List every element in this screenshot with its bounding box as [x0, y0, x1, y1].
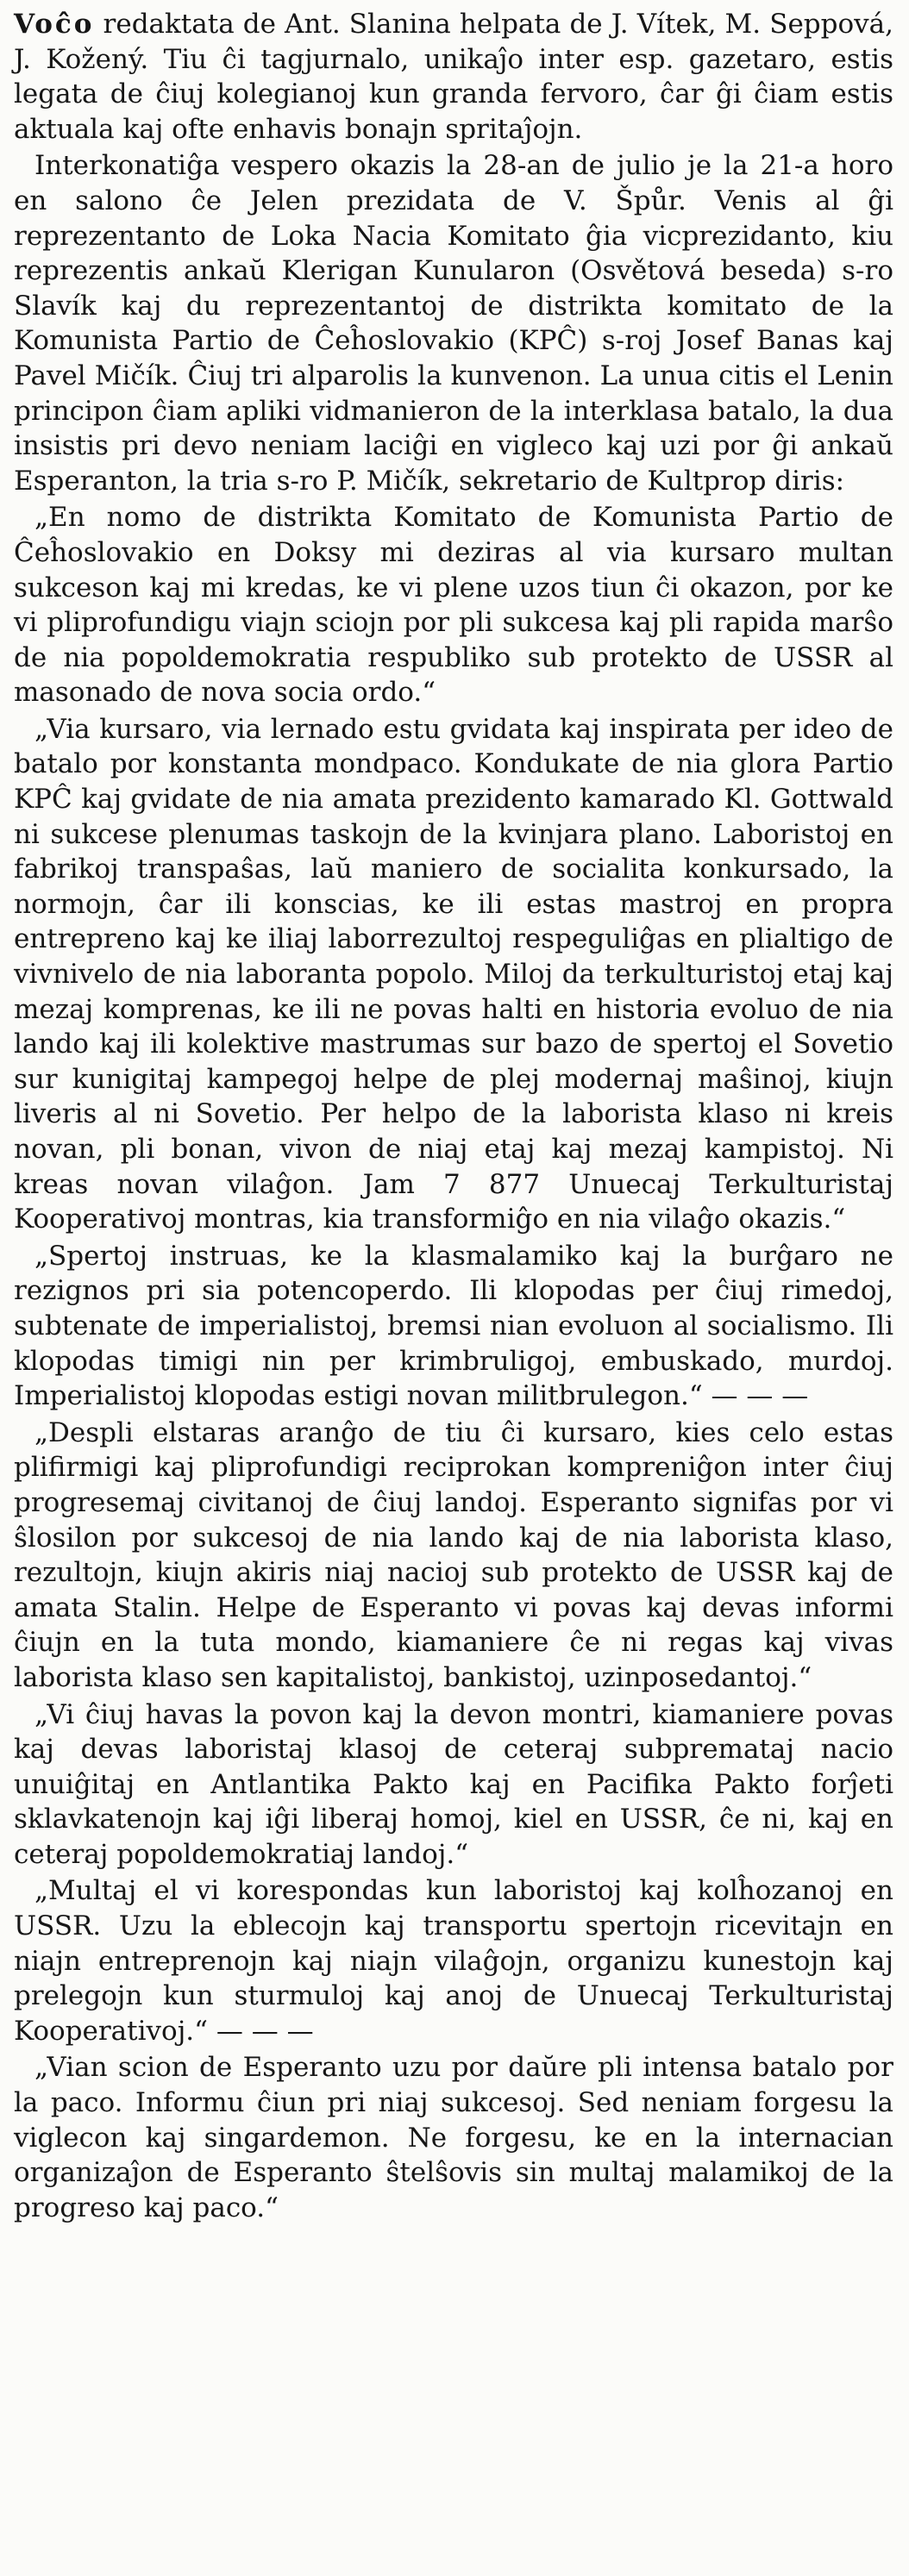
paragraph-voco-intro	[14, 7, 893, 147]
quote-paragraph-korespondado: „Multaj el vi korespondas kun laboristoj kaj kolĥozanoj en USSR. Uzu la eblecojn kaj transportu spertojn ricevitajn en niajn entreprenojn kaj niajn vilaĝojn, organizu kunestojn kaj prelegojn kun sturmuloj kaj anoj de Unuecaj Terkulturistaj Kooperativoj.“ — — —	[14, 1875, 893, 2047]
quote-paragraph-kursaro-sukceso: „En nomo de distrikta Komitato de Komunista Partio de Ĉeĥoslovakio en Doksy mi deziras al via kursaro multan sukceson kaj mi kredas, ke vi plene uzos tiun ĉi okazon, por ke vi pliprofundigu viajn sciojn por pli sukcesa kaj pli rapida marŝo de nia popoldemokratia respubliko sub protekto de USSR al masonado de nova socia ordo.“	[14, 502, 893, 709]
paragraph-lead-word: Voĉo	[14, 9, 95, 40]
quote-paragraph-klasmalamiko: „Spertoj instruas, ke la klasmalamiko kaj la burĝaro ne rezignos pri sia potencoperdo. Ili klopodas per ĉiuj rimedoj, subtenate de imperialistoj, bremsi nian evoluon al socialismo. Ili klopodas timigi nin per krimbruligoj, embuskado, murdoj. Imperialistoj klopodas estigi novan militbrulegon.“ — — —	[14, 1240, 893, 1412]
quote-paragraph-mondpaco: „Via kursaro, via lernado estu gvidata kaj inspirata per ideo de batalo por konstanta mondpaco. Kondukate de nia glora Partio KPĈ kaj gvidate de nia amata prezidento kamarado Kl. Gottwald ni sukcese plenumas taskojn de la kvinjara plano. Laboristoj en fabrikoj transpaŝas, laŭ maniero de socialita konkursado, la normojn, ĉar ili konscias, ke ili estas mastroj en propra entrepreno kaj ke iliaj laborrezultoj respeguliĝas en plialtigo de vivnivelo de nia laboranta popolo. Miloj da terkulturistoj etaj kaj mezaj komprenas, ke ili ne povas halti en historia evoluo de nia lando kaj ili kolektive mastrumas sur bazo de spertoj el Sovetio sur kunigitaj kampegoj helpe de plej modernaj maŝinoj, kiujn liveris al ni Sovetio. Per helpo de la laborista klaso ni kreis novan, pli bonan, vivon de niaj etaj kaj mezaj kampistoj. Ni kreas novan vilaĝon. Jam 7 877 Unuecaj Terkulturistaj Kooperativoj montras, kia transformiĝo en nia vilaĝo okazis.“	[14, 713, 893, 1235]
quote-paragraph-batalo-por-paco: „Vian scion de Esperanto uzu por daŭre pli intensa batalo por la paco. Informu ĉiun pri niaj sukcesoj. Sed neniam forgesu la viglecon kaj singardemon. Ne forgesu, ke en la internacian organizaĵon de Esperanto ŝtelŝovis sin multaj malamikoj de la progreso kaj paco.“	[14, 2052, 893, 2223]
paragraph-text: redaktata de Ant. Slanina helpata de J. Vítek, M. Seppová, J. Kožený. Tiu ĉi tagjurnalo, unikaĵo inter esp. gazetaro, estis legata de ĉiuj kolegianoj kun granda fervoro, ĉar ĝi ĉiam estis aktuala kaj ofte enhavis bonajn spritaĵojn.	[14, 9, 893, 145]
quote-paragraph-laboristaj-klasoj: „Vi ĉiuj havas la povon kaj la devon montri, kiamaniere povas kaj devas laboristaj klasoj de ceteraj subpremataj nacio unuiĝitaj en Antlantika Pakto kaj en Pacifika Pakto forĵeti sklavkatenojn kaj iĝi liberaj homoj, kiel en USSR, ĉe ni, kaj en ceteraj popoldemokratiaj landoj.“	[14, 1698, 893, 1870]
paragraph-interkonatiga-vespero: Interkonatiĝa vespero okazis la 28-an de julio je la 21-a horo en salono ĉe Jelen prezidata de V. Špůr. Venis al ĝi reprezentanto de Loka Nacia Komitato ĝia vicprezidanto, kiu reprezentis ankaŭ Klerigan Kunularon (Osvětová beseda) s-ro Slavík kaj du reprezentantoj de distrikta komitato de la Komunista Partio de Ĉeĥoslovakio (KPĈ) s-roj Josef Banas kaj Pavel Mičík. Ĉiuj tri alparolis la kunvenon. La unua citis el Lenin principon ĉiam apliki vidmanieron de la interklasa batalo, la dua insistis pri devo neniam laciĝi en vigleco kaj uzi por ĝi ankaŭ Esperanton, la tria s-ro P. Mičík, sekretario de Kultprop diris:	[14, 150, 893, 497]
quote-paragraph-kompreniĝo: „Despli elstaras aranĝo de tiu ĉi kursaro, kies celo estas plifirmigi kaj pliprofundigi reciprokan kompreniĝon inter ĉiuj progresemaj civitanoj de ĉiuj landoj. Esperanto signifas por vi ŝlosilon por sukcesoj de nia lando kaj de nia laborista klaso, rezultojn, kiujn akiris niaj nacioj sub protekto de USSR kaj de amata Stalin. Helpe de Esperanto vi povas kaj devas informi ĉiujn en la tuta mondo, kiamaniere ĉe ni regas kaj vivas laborista klaso sen kapitalistoj, bankistoj, uzinposedantoj.“	[14, 1416, 893, 1693]
